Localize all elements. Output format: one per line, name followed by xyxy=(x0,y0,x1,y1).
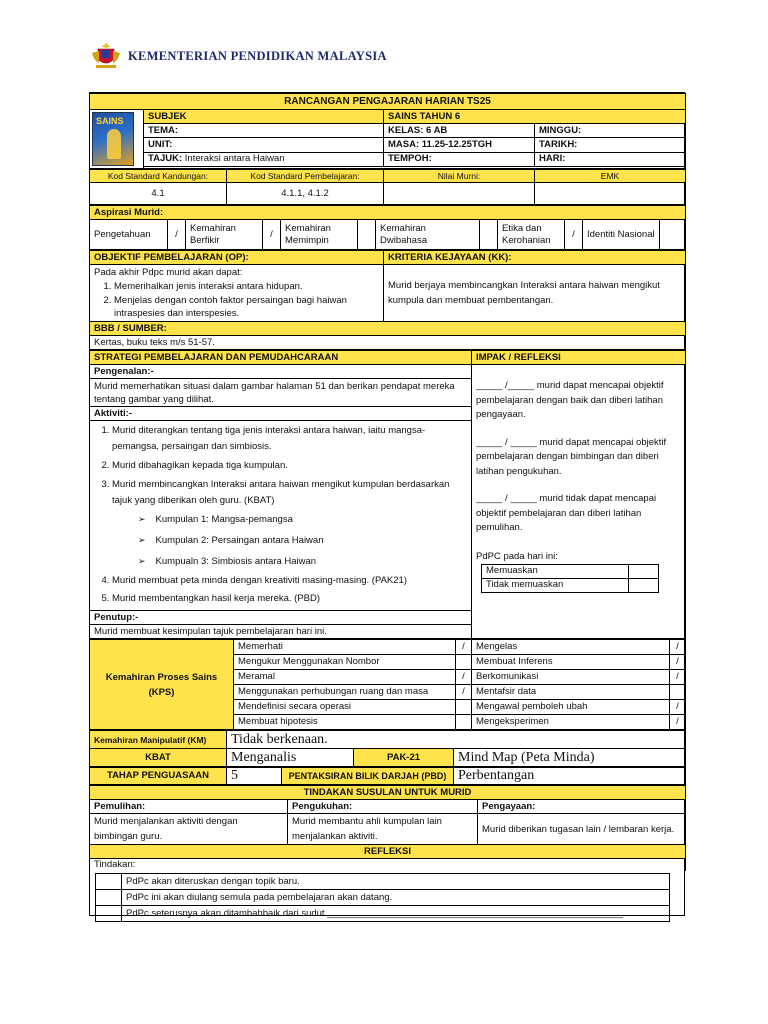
kbat-label: KBAT xyxy=(90,749,227,767)
tahap-label: TAHAP PENGUASAAN xyxy=(90,768,227,785)
pengenalan-heading: Pengenalan:- xyxy=(90,365,472,379)
refleksi-box-2[interactable] xyxy=(96,890,122,906)
aspirasi-kemahiran-dwibahasa: Kemahiran Dwibahasa xyxy=(376,220,480,250)
kps-left-mark-1: / xyxy=(456,640,472,655)
kps-right-mark-3: / xyxy=(670,670,686,685)
coat-of-arms-logo xyxy=(90,41,122,71)
aktiviti-heading: Aktiviti:- xyxy=(90,407,472,421)
aktiviti-item-2: 2. Murid dibahagikan kepada tiga kumpulan. xyxy=(112,459,467,473)
kriteria-heading: KRITERIA KEJAYAAN (KK): xyxy=(384,251,686,265)
kumpulan-3: ➢ Kumpualn 3: Simbiosis antara Haiwan xyxy=(138,553,467,570)
kps-left-5: Mendefinisi secara operasi xyxy=(234,700,456,715)
objektif-intro: Pada akhir Pdpc murid akan dapat: xyxy=(94,267,243,278)
pdpc-tidak-memuaskan-box[interactable] xyxy=(629,579,659,593)
kumpulan-list xyxy=(112,511,467,570)
objektif-item-2: 2. Menjelas dengan contoh faktor persaingan bagi haiwan intraspesies dan interspesies. xyxy=(114,294,379,320)
minggu: MINGGU: xyxy=(535,124,686,138)
kps-right-mark-1: / xyxy=(670,640,686,655)
aktiviti-content xyxy=(90,421,472,611)
kps-table xyxy=(89,639,686,730)
objektif-item-1: 1. Memerihalkan jenis interaksi antara hidupan. xyxy=(114,280,379,293)
pdpc-label: PdPC pada hari ini: xyxy=(476,550,558,562)
aspirasi-mark-4 xyxy=(480,220,498,250)
unit-label: UNIT: xyxy=(144,138,384,152)
kriteria-text: Murid berjaya membincangkan Interaksi antara haiwan mengikut kumpula dan membuat pembentangan. xyxy=(384,265,686,322)
aktiviti-item-1: 1. Murid diterangkan tentang tiga jenis interaksi antara haiwan, iaitu mangsa-pemangsa, persaingan dan simbiosis. xyxy=(112,423,467,455)
pengayaan-label: Pengayaan: xyxy=(478,800,686,814)
kps-label: Kemahiran Proses Sains (KPS) xyxy=(90,640,234,730)
kumpulan-1: ➢ Kumpulan 1: Mangsa-pemangsa xyxy=(138,511,467,528)
aspirasi-identiti: Identiti Nasional xyxy=(583,220,660,250)
pemulihan-text: Murid menjalankan aktiviti dengan bimbingan guru. xyxy=(90,814,288,845)
impak-heading: IMPAK / REFLEKSI xyxy=(472,351,686,365)
aspirasi-mark-3 xyxy=(358,220,376,250)
pdpc-memuaskan-box[interactable] xyxy=(629,565,659,579)
kps-right-5: Mengawal pemboleh ubah xyxy=(472,700,670,715)
emk-value xyxy=(535,183,686,205)
aspirasi-pengetahuan: Pengetahuan xyxy=(90,220,168,250)
pak21-value: Mind Map (Peta Minda) xyxy=(454,749,686,767)
pengukuhan-label: Pengukuhan: xyxy=(288,800,478,814)
lesson-plan xyxy=(89,93,685,922)
aktiviti-item-3: 3. Murid membincangkan Interaksi antara haiwan mengikut kumpulan berdasarkan tajuk yang diberikan oleh guru. (KBAT) ➢ Kumpulan 1: Mangsa-pemangsa ➢ Kumpulan 2: Persaingan antara Haiwan ➢ Kumpualn 3: Simbiosis antara Haiwan xyxy=(112,477,467,570)
kps-left-mark-5 xyxy=(456,700,472,715)
kps-right-mark-2: / xyxy=(670,655,686,670)
tema-label: TEMA: xyxy=(144,124,384,138)
plan-header-table xyxy=(89,93,686,169)
aspirasi-etika: Etika dan Kerohanian xyxy=(498,220,565,250)
kps-right-2: Membuat Inferens xyxy=(472,655,670,670)
km-label: Kemahiran Manipulatif (KM) xyxy=(90,731,227,749)
tempoh: TEMPOH: xyxy=(384,152,535,166)
pengayaan-text: Murid diberikan tugasan lain / lembaran kerja. xyxy=(478,814,686,845)
impak-content xyxy=(472,365,686,639)
pdpc-options xyxy=(481,564,659,593)
tajuk: TAJUK: Interaksi antara Haiwan xyxy=(144,152,384,166)
masa: MASA: 11.25-12.25TGH xyxy=(384,138,535,152)
pdpc-memuaskan: Memuaskan xyxy=(482,565,629,579)
kps-right-3: Berkomunikasi xyxy=(472,670,670,685)
aspirasi-heading: Aspirasi Murid: xyxy=(90,206,686,220)
pbd-value: Perbentangan xyxy=(454,768,686,785)
sains-book-image: SAINS xyxy=(92,112,134,166)
tahap-value: 5 xyxy=(227,768,282,785)
refleksi-tindakan-label: Tindakan: xyxy=(90,859,686,872)
impak-para-1: _____ /_____ murid dapat mencapai objektif pembelajaran dengan baik dan diberi latihan pengayaan. xyxy=(476,380,664,420)
impak-para-3: _____ / _____ murid tidak dapat mencapai objektif pembelajaran dan diberi latihan pemulihan. xyxy=(476,493,657,533)
kps-right-6: Mengeksperimen xyxy=(472,715,670,730)
kod-pembelajaran-value: 4.1.1, 4.1.2 xyxy=(227,183,384,205)
kod-pembelajaran-label: Kod Standard Pembelajaran: xyxy=(227,170,384,183)
objektif-table xyxy=(89,250,686,350)
penutup-heading: Penutup:- xyxy=(90,611,472,625)
kps-left-4: Menggunakan perhubungan ruang dan masa xyxy=(234,685,456,700)
aspirasi-table xyxy=(89,205,686,250)
kps-right-mark-4 xyxy=(670,685,686,700)
refleksi-opt-3: PdPc seterusnya akan ditambahbaik dari sudut ________________________________________________________ xyxy=(122,906,670,922)
refleksi-box-1[interactable] xyxy=(96,874,122,890)
km-value: Tidak berkenaan. xyxy=(227,731,686,749)
nilai-murni-value xyxy=(384,183,535,205)
kps-left-2: Mengukur Menggunakan Nombor xyxy=(234,655,456,670)
tindakan-table xyxy=(89,785,686,871)
penutup-text: Murid membuat kesimpulan tajuk pembelajaran hari ini. xyxy=(90,625,472,639)
aspirasi-mark-6 xyxy=(660,220,686,250)
kps-right-1: Mengelas xyxy=(472,640,670,655)
refleksi-opt-1: PdPc akan diteruskan dengan topik baru. xyxy=(122,874,670,890)
aspirasi-kemahiran-berfikir: Kemahiran Berfikir xyxy=(186,220,263,250)
kumpulan-2: ➢ Kumpulan 2: Persaingan antara Haiwan xyxy=(138,532,467,549)
refleksi-heading: REFLEKSI xyxy=(90,845,686,859)
objektif-content xyxy=(90,265,384,322)
kps-right-mark-6: / xyxy=(670,715,686,730)
objektif-heading: OBJEKTIF PEMBELAJARAN (OP): xyxy=(90,251,384,265)
aspirasi-mark-2: / xyxy=(263,220,281,250)
subjek-label: SUBJEK xyxy=(144,110,384,124)
aktiviti-item-4: 4. Murid membuat peta minda dengan kreativiti masing-masing. (PAK21) xyxy=(112,574,467,588)
pengukuhan-text: Murid membantu ahli kumpulan lain menjalankan aktiviti. xyxy=(288,814,478,845)
textbook-cover xyxy=(90,110,144,169)
kps-right-mark-5: / xyxy=(670,700,686,715)
kps-right-4: Mentafsir data xyxy=(472,685,670,700)
subjek-value: SAINS TAHUN 6 xyxy=(384,110,686,124)
bbb-heading: BBB / SUMBER: xyxy=(90,322,686,336)
emk-label: EMK xyxy=(535,170,686,183)
refleksi-opt-2: PdPc ini akan diulang semula pada pembelajaran akan datang. xyxy=(122,890,670,906)
kps-left-mark-3: / xyxy=(456,670,472,685)
aspirasi-mark-5: / xyxy=(565,220,583,250)
strategi-heading: STRATEGI PEMBELAJARAN DAN PEMUDAHCARAAN xyxy=(90,351,472,365)
header xyxy=(90,40,387,72)
kod-kandungan-value: 4.1 xyxy=(90,183,227,205)
ministry-name: KEMENTERIAN PENDIDIKAN MALAYSIA xyxy=(128,48,387,63)
kod-kandungan-label: Kod Standard Kandungan: xyxy=(90,170,227,183)
standards-table xyxy=(89,169,686,205)
tarikh: TARIKH: xyxy=(535,138,686,152)
kbat-table xyxy=(89,730,686,767)
kelas: KELAS: 6 AB xyxy=(384,124,535,138)
pdpc-tidak-memuaskan: Tidak memuaskan xyxy=(482,579,629,593)
pak21-label: PAK-21 xyxy=(354,749,454,767)
pengenalan-text: Murid memerhatikan situasi dalam gambar halaman 51 dan berikan pendapat mereka tentang gambar yang dilihat. xyxy=(90,379,472,407)
refleksi-box-3[interactable] xyxy=(96,906,122,922)
aspirasi-kemahiran-memimpin: Kemahiran Memimpin xyxy=(281,220,358,250)
hari: HARI: xyxy=(535,152,686,166)
nilai-murni-label: Nilai Murni: xyxy=(384,170,535,183)
impak-para-2: _____ / _____ murid dapat mencapai objektif pembelajaran dengan bimbingan dan diberi latihan pengukuhan. xyxy=(476,436,667,477)
kps-left-mark-2 xyxy=(456,655,472,670)
bbb-text: Kertas, buku teks m/s 51-57. xyxy=(90,336,686,350)
strategi-table xyxy=(89,350,686,639)
kps-left-1: Memerhati xyxy=(234,640,456,655)
tindakan-heading: TINDAKAN SUSULAN UNTUK MURID xyxy=(90,786,686,800)
kps-left-3: Meramal xyxy=(234,670,456,685)
pbd-label: PENTAKSIRAN BILIK DARJAH (PBD) xyxy=(282,768,454,785)
pemulihan-label: Pemulihan: xyxy=(90,800,288,814)
kbat-value: Menganalis xyxy=(227,749,354,767)
aspirasi-mark-1: / xyxy=(168,220,186,250)
kps-left-6: Membuat hipotesis xyxy=(234,715,456,730)
refleksi-options xyxy=(95,873,670,922)
kps-left-mark-4: / xyxy=(456,685,472,700)
aktiviti-item-5: 5. Murid membentangkan hasil kerja mereka. (PBD) xyxy=(112,592,467,606)
plan-title: RANCANGAN PENGAJARAN HARIAN TS25 xyxy=(90,94,686,110)
tahap-table xyxy=(89,767,686,785)
kps-left-mark-6 xyxy=(456,715,472,730)
